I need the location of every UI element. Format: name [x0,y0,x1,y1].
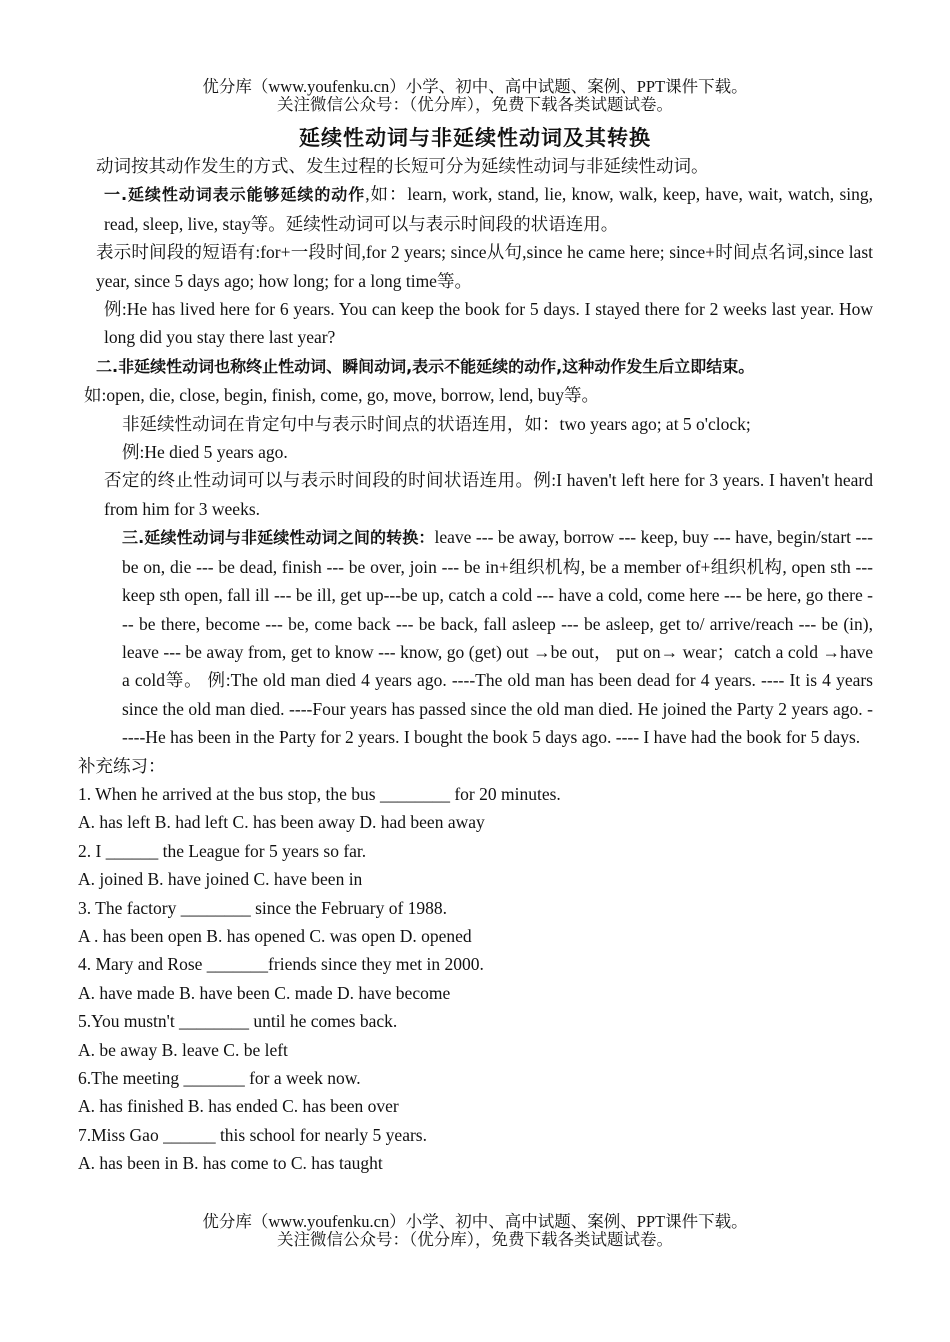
answer-options-1: A. has left B. had left C. has been away D. had been away [78,812,485,833]
question-2: 2. I ______ the League for 5 years so far. [78,840,367,861]
document-body [78,152,873,1178]
section3-paragraph [78,523,873,751]
section1-example: 例:He has lived here for 6 years. You can keep the book for 5 days. I stayed there for 2 weeks last year. How long did you stay there last year? [104,299,873,348]
header-line-2: 关注微信公众号：（优分库），免费下载各类试题试卷。 [277,95,673,114]
answer-options-6: A. has finished B. has ended C. has been over [78,1096,399,1117]
intro-paragraph: 动词按其动作发生的方式、发生过程的长短可分为延续性动词与非延续性动词。 [96,156,709,176]
section1-paragraph [78,180,873,238]
question-4: 4. Mary and Rose _______friends since they met in 2000. [78,954,484,975]
section3-body: leave --- be away, borrow --- keep, buy --- have, begin/start --- be on, die --- be dead, finish --- be over, join --- be in+组织机构, be a member of+组织机构, open sth --- keep sth open, fall ill --- be ill, get up---be up, catch a cold --- have a cold, come here --- be here, go there --- be there, become --- be, come back --- be back, fall asleep --- be asleep, get to/ arrive/reach --- be (in), leave --- be away from, get to know --- know, go (get) out →be out， put on→ wear；catch a cold →have a cold等。 例:The old man died 4 years ago. ----The old man has been dead for 4 years. ---- It is 4 years since the old man died. ----Four years has passed since the old man died. He joined the Party 2 years ago. -----He has been in the Party for 2 years. I bought the book 5 days ago. ---- I have had the book for 5 days. [122,527,873,748]
page-title: 延续性动词与非延续性动词及其转换 [299,126,651,150]
question-1: 1. When he arrived at the bus stop, the bus ________ for 20 minutes. [78,783,561,804]
answer-options-2: A. joined B. have joined C. have been in [78,869,363,890]
answer-options-7: A. has been in B. has come to C. has taught [78,1153,383,1174]
section2-list: 如:open, die, close, begin, finish, come, go, move, borrow, lend, buy等。 [84,385,600,406]
header-line-1: 优分库（www.youfenku.cn）小学、初中、高中试题、案例、PPT课件下载。 [202,77,748,96]
question-3: 3. The factory ________ since the February of 1988. [78,897,448,918]
section1-heading: 一.延续性动词表示能够延续的动作 [104,185,366,205]
answer-options-5: A. be away B. leave C. be left [78,1039,288,1060]
section2-heading-line [78,352,873,381]
section2-example: 例:He died 5 years ago. [122,442,288,463]
footer-line-2: 关注微信公众号：（优分库），免费下载各类试题试卷。 [277,1230,673,1249]
practice-heading: 补充练习： [78,755,166,776]
footer-line-1: 优分库（www.youfenku.cn）小学、初中、高中试题、案例、PPT课件下载。 [202,1212,748,1231]
question-5: 5.You mustn't ________ until he comes back. [78,1011,398,1032]
section2-note: 非延续性动词在肯定句中与表示时间点的状语连用，如：two years ago; at 5 o'clock; [122,413,751,434]
question-7: 7.Miss Gao ______ this school for nearly 5 years. [78,1124,427,1145]
answer-options-4: A. have made B. have been C. made D. have become [78,982,451,1003]
question-6: 6.The meeting _______ for a week now. [78,1068,361,1088]
section1-phrases: 表示时间段的短语有:for+一段时间,for 2 years; since从句,since he came here; since+时间点名词,since last year, since 5 days ago; how long; for a long time等。 [96,242,873,291]
section2-heading: 二.非延续性动词也称终止性动词、瞬间动词,表示不能延续的动作,这种动作发生后立即结束。 [96,356,755,376]
section2-negative: 否定的终止性动词可以与表示时间段的时间状语连用。例:I haven't left here for 3 years. I haven't heard from him for 3 weeks. [104,470,873,519]
section1-body: ,如：learn, work, stand, lie, know, walk, keep, have, wait, watch, sing, read, sleep, live, stay等。延续性动词可以与表示时间段的状语连用。 [104,184,873,234]
section3-heading: 三.延续性动词与非延续性动词之间的转换： [122,528,435,548]
answer-options-3: A . has been open B. has opened C. was open D. opened [78,925,472,946]
